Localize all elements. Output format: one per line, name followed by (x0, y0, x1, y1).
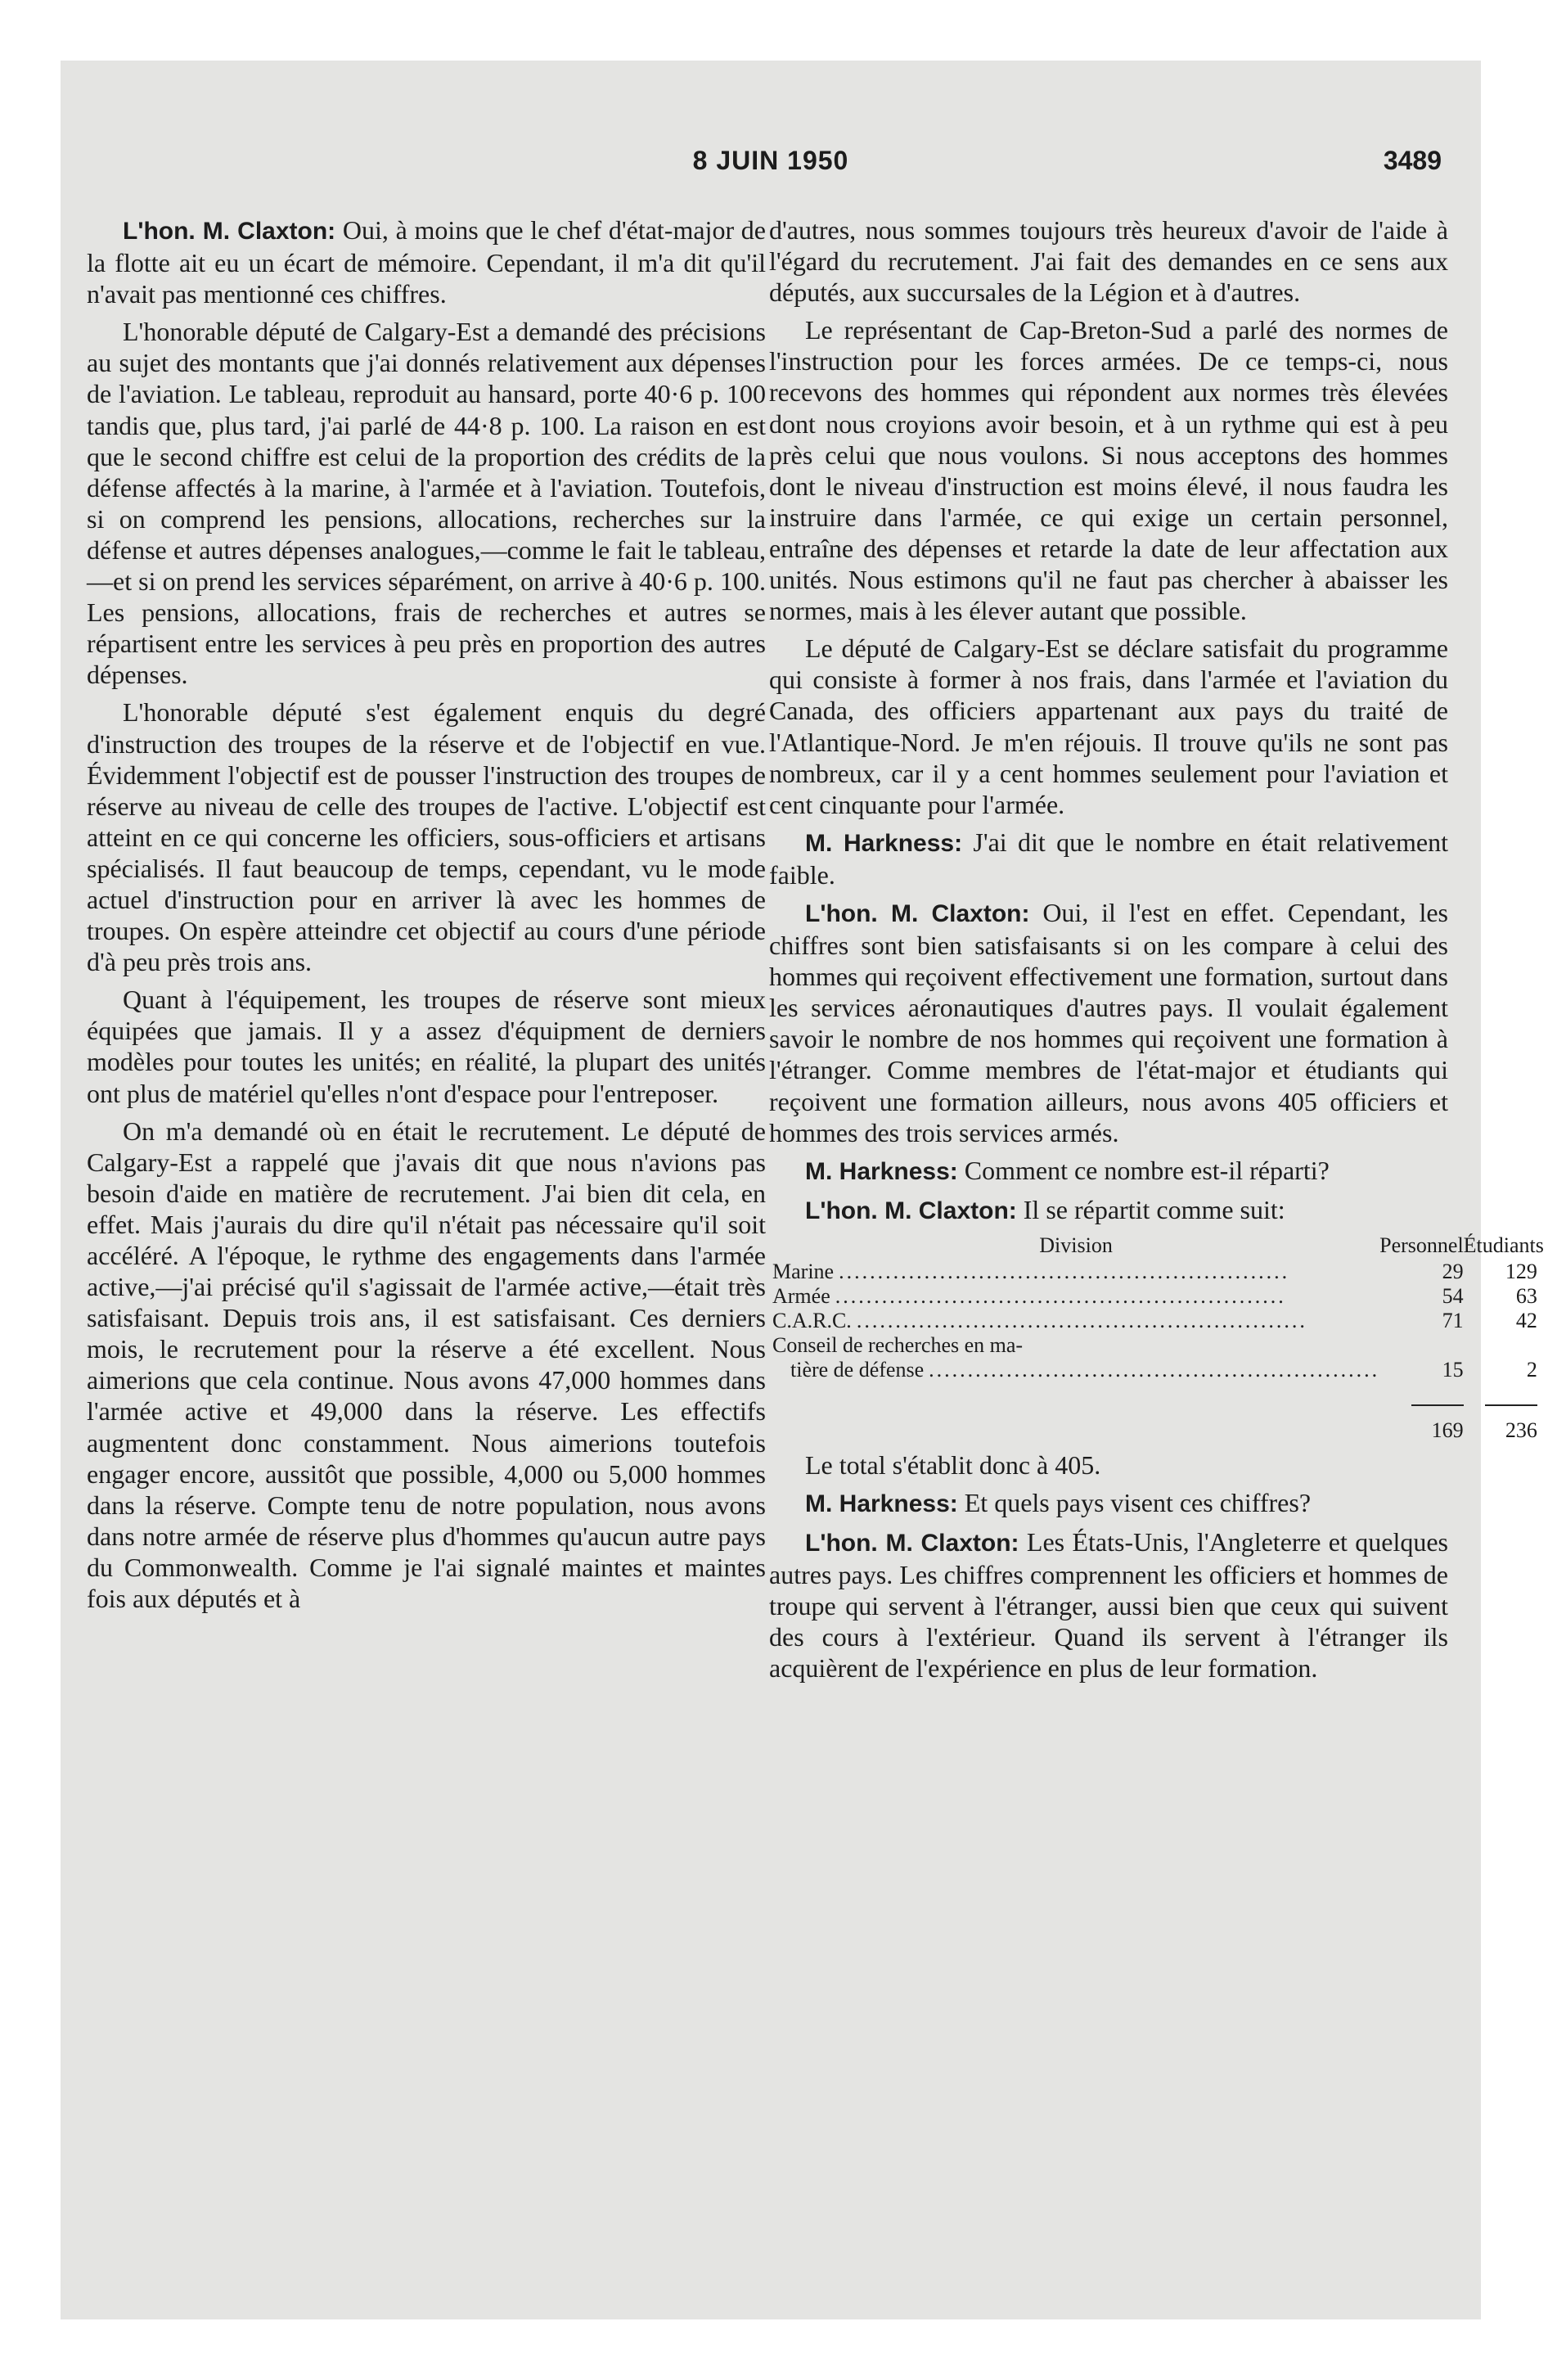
paragraph: L'honorable député s'est également enquis du degré d'instruction des troupes de la réserve et de l'objectif en vue. Évidemment l'objectif est de pousser l'instruction des troupes de réserve au niveau de celle des troupes de l'active. L'objectif est atteint en ce qui concerne les officiers, sous-officiers et artisans spécialisés. Il faut beaucoup de temps, cependant, vu le mode actuel d'instruction pour en arriver là avec les hommes de troupes. On espère atteindre cet objectif au cours d'une période d'à peu près trois ans. (87, 697, 766, 977)
table-total-row (772, 1418, 1544, 1443)
paragraph: Quant à l'équipement, les troupes de réserve sont mieux équipées que jamais. Il y a assez d'équipment de derniers modèles pour toutes les unités; en réalité, la plupart des unités ont plus de matériel qu'elles n'ont d'espace pour l'entreposer. (87, 985, 766, 1108)
division-name: Conseil de recherches en ma- (772, 1332, 1024, 1357)
speech-text: Et quels pays visent ces chiffres? (957, 1488, 1312, 1517)
speaker-name: M. Harkness: (805, 1490, 958, 1517)
paragraph: On m'a demandé où en était le recrutement. Le député de Calgary-Est a rappelé que j'avais dit que nous n'avions pas besoin d'aide en matière de recrutement. J'ai bien dit cela, en effet. Mais j'aurais du dire qu'il n'était pas nécessaire qu'il soit accéléré. A l'époque, le rythme des engagements dans l'armée active,—j'ai précisé qu'il s'agissait de l'armée active,—était très satisfaisant. Depuis trois ans, il est satisfaisant. Ces derniers mois, le recrutement pour la réserve a été excellent. Nous aimerions que cela continue. Nous avons 47,000 hommes dans l'armée active et 49,000 dans la réserve. Les effectifs augmentent donc constamment. Nous aimerions toutefois engager encore, aussitôt que possible, 4,000 ou 5,000 hommes dans la réserve. Compte tenu de notre population, nous avons dans notre armée de réserve plus d'hommes qu'aucun autre pays du Commonwealth. Comme je l'ai signalé maintes et maintes fois aux députés et à (87, 1116, 766, 1614)
speaker-name: L'hon. M. Claxton: (805, 1197, 1017, 1224)
speech-text: J'ai dit que le nombre en était relativement faible. (769, 827, 1448, 890)
right-column (769, 214, 1544, 1691)
personnel-value: 15 (1442, 1357, 1464, 1382)
division-table (772, 1233, 1544, 1443)
paragraph (769, 1487, 1448, 1520)
division-name: C.A.R.C. (772, 1308, 852, 1332)
paragraph: d'autres, nous sommes toujours très heureux d'avoir de l'aide à l'égard du recrutement. J'ai fait des demandes en ce sens aux députés, aux succursales de la Légion et à d'autres. (769, 215, 1448, 308)
speech-text: Oui, à moins que le chef d'état-major de la flotte ait eu un écart de mémoire. Cependant, il m'a dit qu'il n'avait pas mentionné ces chiffres. (87, 215, 767, 309)
table-header-row (772, 1233, 1544, 1260)
dot-leader: .......................................................... (839, 1259, 1290, 1283)
column-header: Étudiants (1463, 1233, 1544, 1257)
paragraph: Le représentant de Cap-Breton-Sud a parlé des normes de l'instruction pour les forces armées. De ce temps-ci, nous recevons des hommes qui répondent aux normes très élevées dont nous croyions avoir besoin, et à un rythme qui est à peu près celui que nous voulons. Si nous acceptons des hommes dont le niveau d'instruction est moins élevé, il nous faudra les instruire dans l'armée, ce qui exige un certain personnel, entraîne des dépenses et retarde la date de leur affectation aux unités. Nous estimons qu'il ne faut pas chercher à abaisser les normes, mais à les élever autant que possible. (769, 315, 1448, 626)
header-date: 8 JUIN 1950 (692, 146, 849, 175)
table-row (772, 1309, 1544, 1333)
speaker-name: L'hon. M. Claxton: (805, 1530, 1019, 1557)
dot-leader: .......................................................... (929, 1357, 1380, 1382)
etudiants-value: 63 (1515, 1283, 1537, 1308)
paragraph: L'honorable député de Calgary-Est a demandé des précisions au sujet des montants que j'ai donnés relativement aux dépenses de l'aviation. Le tableau, reproduit au hansard, porte 40·6 p. 100 tandis que, plus tard, j'ai parlé de 44·8 p. 100. La raison en est que le second chiffre est celui de la proportion des crédits de la défense affectés à la marine, à l'armée et à l'aviation. Toutefois, si on comprend les pensions, allocations, recherches sur la défense et autres dépenses analogues,—comme le fait le tableau,—et si on prend les services séparément, on arrive à 40·6 p. 100. Les pensions, allocations, frais de recherches et autres se répartisent entre les services à peu près en proportion des autres dépenses. (87, 317, 766, 690)
speaker-name: M. Harkness: (805, 829, 963, 857)
etudiants-value: 42 (1515, 1308, 1537, 1332)
page-header (61, 146, 1481, 195)
table-row (772, 1284, 1544, 1309)
left-column (87, 214, 766, 1620)
paragraph (769, 827, 1448, 890)
personnel-total: 169 (1431, 1418, 1464, 1442)
speaker-name: M. Harkness: (805, 1157, 958, 1185)
dot-leader: .......................................................... (856, 1308, 1307, 1332)
speech-text: Les États-Unis, l'Angleterre et quelques autres pays. Les chiffres comprennent les officiers et hommes de troupe qui servent à l'étranger, aussi bien que ceux qui suivent des cours à l'extérieur. Quand ils servent à l'étranger ils acquièrent de l'expérience en plus de leur formation. (769, 1527, 1448, 1684)
speech-text: Oui, il l'est en effet. Cependant, les chiffres sont bien satisfaisants si on les compare à celui des hommes qui reçoivent effectivement une formation, surtout dans les services aéronautiques d'autres pays. Il voulait également savoir le nombre de nos hommes qui reçoivent une formation à l'étranger. Comme membres de l'état-major et étudiants qui reçoivent une formation ailleurs, nous avons 405 officiers et hommes des trois services armés. (769, 897, 1449, 1147)
paragraph (769, 1526, 1448, 1684)
paragraph: Le député de Calgary-Est se déclare satisfait du programme qui consiste à former à nos frais, dans l'armée et l'aviation du Canada, des officiers appartenant aux pays du traité de l'Atlantique-Nord. Je m'en réjouis. Il trouve qu'ils ne sont pas nombreux, car il y a cent hommes seulement pour l'aviation et cent cinquante pour l'armée. (769, 633, 1448, 819)
speaker-name: L'hon. M. Claxton: (805, 899, 1030, 927)
total-rule (1411, 1404, 1464, 1406)
column-header: Personnel (1379, 1233, 1464, 1257)
total-rule (1485, 1404, 1537, 1406)
table-row (772, 1260, 1544, 1284)
personnel-value: 29 (1442, 1259, 1464, 1283)
paragraph (87, 214, 766, 309)
speaker-name: L'hon. M. Claxton: (123, 218, 336, 245)
paragraph (769, 1155, 1448, 1188)
etudiants-total: 236 (1505, 1418, 1537, 1442)
speech-text: Comment ce nombre est-il réparti? (957, 1155, 1330, 1185)
paragraph (769, 897, 1448, 1148)
paragraph: Le total s'établit donc à 405. (805, 1449, 1101, 1480)
paragraph (769, 1194, 1448, 1227)
table-row (772, 1333, 1544, 1382)
total-rule-row (772, 1382, 1544, 1418)
division-name: Armée (772, 1283, 830, 1308)
column-header: Division (1039, 1233, 1113, 1257)
header-page-number: 3489 (1383, 146, 1442, 175)
personnel-value: 54 (1442, 1283, 1464, 1308)
division-name: Marine (772, 1259, 835, 1283)
etudiants-value: 129 (1505, 1259, 1537, 1283)
personnel-value: 71 (1442, 1308, 1464, 1332)
dot-leader: .......................................................... (835, 1283, 1286, 1308)
speech-text: Il se répartit comme suit: (1016, 1194, 1285, 1224)
etudiants-value: 2 (1526, 1357, 1537, 1382)
division-name-continued: tière de défense (790, 1357, 925, 1382)
